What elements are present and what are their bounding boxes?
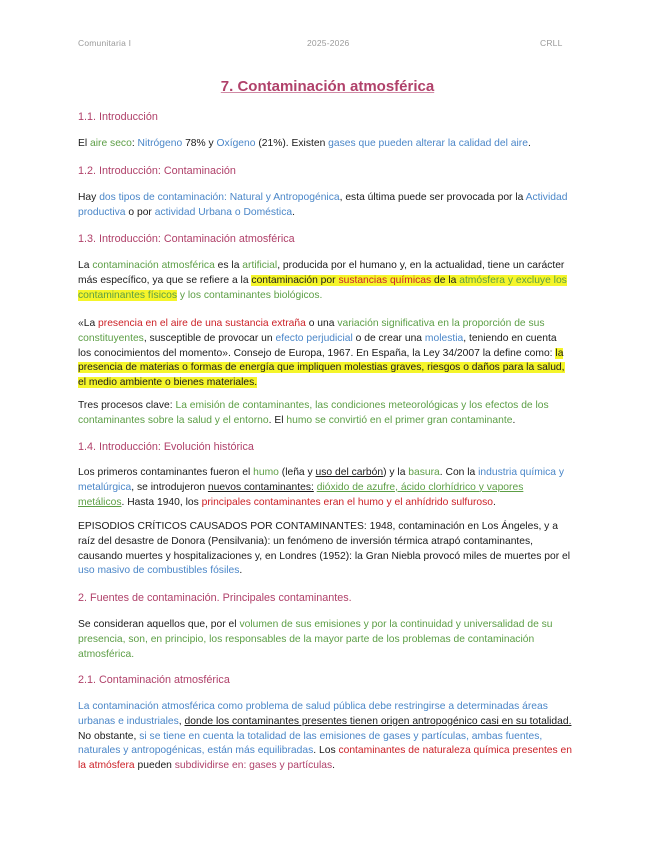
- heading-1-2: 1.2. Introducción: Contaminación: [78, 165, 236, 177]
- header-right: CRLL: [540, 38, 563, 48]
- paragraph-1-3-c: Tres procesos clave: La emisión de contaminantes, las condiciones meteorológicas y los efectos de los contaminantes sobre la salud y el entorno. El humo se convirtió en el primer gran contaminante.: [78, 400, 549, 426]
- page-title: 7. Contaminación atmosférica: [220, 78, 435, 95]
- paragraph-1-4-b: EPISODIOS CRÍTICOS CAUSADOS POR CONTAMINANTES: 1948, contaminación en Los Ángeles, y a raíz del desastre de Donora (Pensilvania): un fenómeno de inversión térmica atrapó contaminantes, causando muertes y hospitalizaciones y, en Londres (1952): la Gran Niebla provocó miles de muertes por el uso masivo de combustibles fósiles.: [78, 521, 571, 577]
- heading-1-4: 1.4. Introducción: Evolución histórica: [78, 441, 254, 453]
- paragraph-1-4-a: Los primeros contaminantes fueron el humo (leña y uso del carbón) y la basura. Con la industria química y metalúrgica, se introdujeron nuevos contaminantes: dióxido de azufre, ácido clorhídrico y vapores metálicos. Hasta 1940, los principales contaminantes eran el humo y el anhídrido sulfuroso.: [78, 467, 564, 508]
- paragraph-1-3-a: La contaminación atmosférica es la artificial, producida por el humano y, en la actualidad, tiene un carácter más específico, ya que se refiere a la contaminación por sustancias químicas de la atmósfera y excluye los contaminantes físicos y los contaminantes biológicos.: [78, 260, 567, 301]
- heading-2-1: 2.1. Contaminación atmosférica: [78, 674, 230, 686]
- header-center: 2025-2026: [307, 38, 350, 48]
- paragraph-1-1: El aire seco: Nitrógeno 78% y Oxígeno (21%). Existen gases que pueden alterar la calidad del aire.: [78, 138, 531, 149]
- paragraph-2-1: La contaminación atmosférica como problema de salud pública debe restringirse a determinadas áreas urbanas e industriales, donde los contaminantes presentes tienen origen antropogénico casi en su totalidad. No obstante, si se tiene en cuenta la totalidad de las emisiones de gases y partículas, ambas fuentes, naturales y antropogénicas, están más equilibradas. Los contaminantes de naturaleza química presentes en la atmósfera pueden subdividirse en: gases y partículas.: [78, 701, 572, 772]
- paragraph-1-2: Hay dos tipos de contaminación: Natural y Antropogénica, esta última puede ser provocada por la Actividad productiva o por actividad Urbana o Doméstica.: [78, 192, 568, 218]
- heading-2: 2. Fuentes de contaminación. Principales contaminantes.: [78, 592, 352, 604]
- paragraph-1-3-b: «La presencia en el aire de una sustancia extraña o una variación significativa en la proporción de sus constituyentes, susceptible de provocar un efecto perjudicial o de crear una molestia, teniendo en cuenta los conocimientos del momento». Consejo de Europa, 1967. En España, la Ley 34/2007 la define como: la presencia de materias o formas de energía que impliquen molestias graves, riesgos o daños para la salud, el medio ambiente o bienes materiales.: [78, 318, 565, 389]
- heading-1-1: 1.1. Introducción: [78, 111, 158, 123]
- paragraph-2: Se consideran aquellos que, por el volumen de sus emisiones y por la continuidad y universalidad de su presencia, son, en principio, los responsables de la mayor parte de los problemas de contaminación atmosférica.: [78, 619, 553, 660]
- header-left: Comunitaria I: [78, 38, 132, 48]
- heading-1-3: 1.3. Introducción: Contaminación atmosférica: [78, 233, 295, 245]
